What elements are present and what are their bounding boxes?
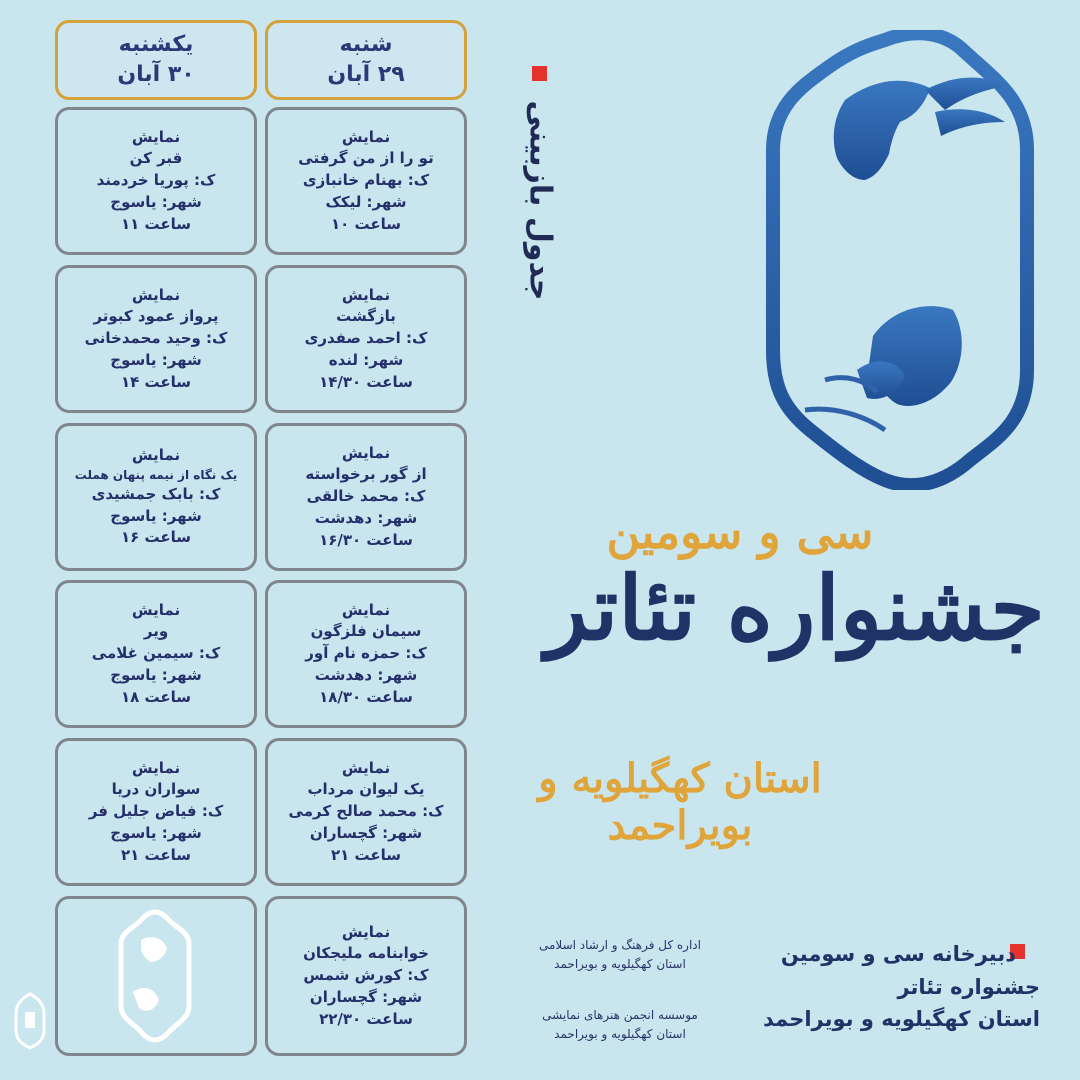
show-card bbox=[265, 265, 467, 413]
day-header-sunday bbox=[55, 20, 257, 100]
show-card bbox=[265, 896, 467, 1056]
sponsor-block bbox=[500, 936, 740, 974]
show-time: ساعت ۱۰ bbox=[330, 214, 402, 233]
show-card bbox=[55, 107, 257, 255]
festival-title: جشنواره تئاتر bbox=[545, 556, 1045, 660]
show-city: شهر: یاسوج bbox=[110, 350, 202, 369]
show-city: شهر: دهدشت bbox=[314, 665, 418, 684]
show-card bbox=[265, 423, 467, 571]
day-header-saturday bbox=[265, 20, 467, 100]
show-time: ساعت ۲۲/۳۰ bbox=[319, 1009, 413, 1028]
show-label: نمایش bbox=[341, 758, 391, 777]
show-city: شهر: یاسوج bbox=[110, 506, 202, 525]
day-date: ۳۰ آبان bbox=[117, 62, 195, 87]
show-card bbox=[55, 423, 257, 571]
show-director: ک: پوریا خردمند bbox=[96, 171, 216, 190]
show-time: ساعت ۱۶ bbox=[120, 528, 192, 547]
show-name: بازگشت bbox=[336, 307, 396, 326]
sponsor-line: موسسه انجمن هنرهای نمایشی bbox=[542, 1008, 698, 1022]
show-label: نمایش bbox=[341, 285, 391, 304]
sponsor-block bbox=[500, 1006, 740, 1044]
theater-logo-icon bbox=[10, 990, 50, 1050]
day-date: ۲۹ آبان bbox=[327, 62, 405, 87]
show-director: ک: بهنام خانبازی bbox=[302, 171, 430, 190]
show-time: ساعت ۱۸/۳۰ bbox=[319, 687, 413, 706]
show-city: شهر: لیکک bbox=[325, 192, 407, 211]
profile-butterfly-emblem-icon bbox=[55, 896, 257, 1056]
show-city: شهر: یاسوج bbox=[110, 192, 202, 211]
show-card bbox=[55, 265, 257, 413]
profile-butterfly-emblem-icon bbox=[765, 30, 1035, 490]
show-label: نمایش bbox=[131, 600, 181, 619]
red-square-marker bbox=[532, 66, 547, 81]
show-label: نمایش bbox=[131, 445, 181, 464]
show-label: نمایش bbox=[341, 922, 391, 941]
festival-province: استان کهگیلویه و بویراحمد bbox=[538, 755, 822, 849]
show-city: شهر: گچساران bbox=[309, 987, 423, 1006]
show-label: نمایش bbox=[131, 127, 181, 146]
secretariat-block bbox=[760, 938, 1040, 1036]
show-card bbox=[265, 107, 467, 255]
show-time: ساعت ۱۴/۳۰ bbox=[319, 372, 413, 391]
show-card bbox=[265, 580, 467, 728]
show-director: ک: حمزه نام آور bbox=[305, 644, 427, 663]
show-director: ک: محمد صالح کرمی bbox=[288, 802, 444, 821]
show-director: ک: کورش شمس bbox=[303, 966, 429, 985]
show-time: ساعت ۱۸ bbox=[120, 687, 192, 706]
show-label: نمایش bbox=[341, 443, 391, 462]
show-time: ساعت ۲۱ bbox=[330, 845, 402, 864]
show-time: ساعت ۱۶/۳۰ bbox=[319, 530, 413, 549]
day-name: شنبه bbox=[339, 32, 393, 58]
show-name: ویر bbox=[143, 622, 169, 641]
show-city: شهر: گچساران bbox=[309, 823, 423, 842]
show-name: خوابنامه ملیجکان bbox=[303, 944, 429, 963]
show-name: قبر کن bbox=[129, 149, 183, 168]
schedule-title bbox=[510, 90, 570, 310]
show-time: ساعت ۱۴ bbox=[120, 372, 192, 391]
festival-ordinal: سی و سومین bbox=[606, 505, 874, 559]
sponsor-line: استان کهگیلویه و بویراحمد bbox=[554, 957, 686, 972]
show-time: ساعت ۲۱ bbox=[120, 845, 192, 864]
show-name: از گور برخواسته bbox=[305, 465, 427, 484]
show-label: نمایش bbox=[131, 758, 181, 777]
show-label: نمایش bbox=[341, 600, 391, 619]
show-director: ک: فیاض جلیل فر bbox=[88, 802, 224, 821]
show-director: ک: محمد خالقی bbox=[306, 487, 426, 506]
show-city: شهر: یاسوج bbox=[110, 823, 202, 842]
show-director: ک: وحید محمدخانی bbox=[84, 329, 228, 348]
secretariat-line: دبیرخانه سی و سومین bbox=[780, 942, 1016, 966]
show-director: ک: بابک جمشیدی bbox=[91, 484, 221, 503]
show-name: سواران دریا bbox=[111, 780, 201, 799]
show-name: سیمان فلزگون bbox=[310, 622, 422, 641]
show-city: شهر: دهدشت bbox=[314, 508, 418, 527]
show-label: نمایش bbox=[131, 285, 181, 304]
show-card bbox=[55, 738, 257, 886]
sponsor-line: اداره کل فرهنگ و ارشاد اسلامی bbox=[539, 938, 701, 952]
show-city: شهر: لنده bbox=[328, 350, 404, 369]
secretariat-line: استان کهگیلویه و بویراحمد bbox=[763, 1007, 1040, 1032]
show-label: نمایش bbox=[341, 127, 391, 146]
show-city: شهر: یاسوج bbox=[110, 665, 202, 684]
show-name: تو را از من گرفتی bbox=[298, 149, 434, 168]
schedule-title-text: جدول بازبینی bbox=[522, 100, 558, 300]
show-name: یک لیوان مرداب bbox=[307, 780, 425, 799]
sponsor-line: استان کهگیلویه و بویراحمد bbox=[554, 1027, 686, 1042]
day-name: یکشنبه bbox=[118, 32, 194, 58]
show-card bbox=[265, 738, 467, 886]
show-name: پرواز عمود کبوتر bbox=[93, 307, 219, 326]
show-name: یک نگاه از نیمه پنهان هملت bbox=[74, 467, 238, 482]
show-card bbox=[55, 580, 257, 728]
show-time: ساعت ۱۱ bbox=[120, 214, 192, 233]
secretariat-line: جشنواره تئاتر bbox=[897, 974, 1040, 999]
show-director: ک: سیمین غلامی bbox=[91, 644, 221, 663]
show-director: ک: احمد صفدری bbox=[304, 329, 428, 348]
logo-card bbox=[55, 896, 257, 1056]
